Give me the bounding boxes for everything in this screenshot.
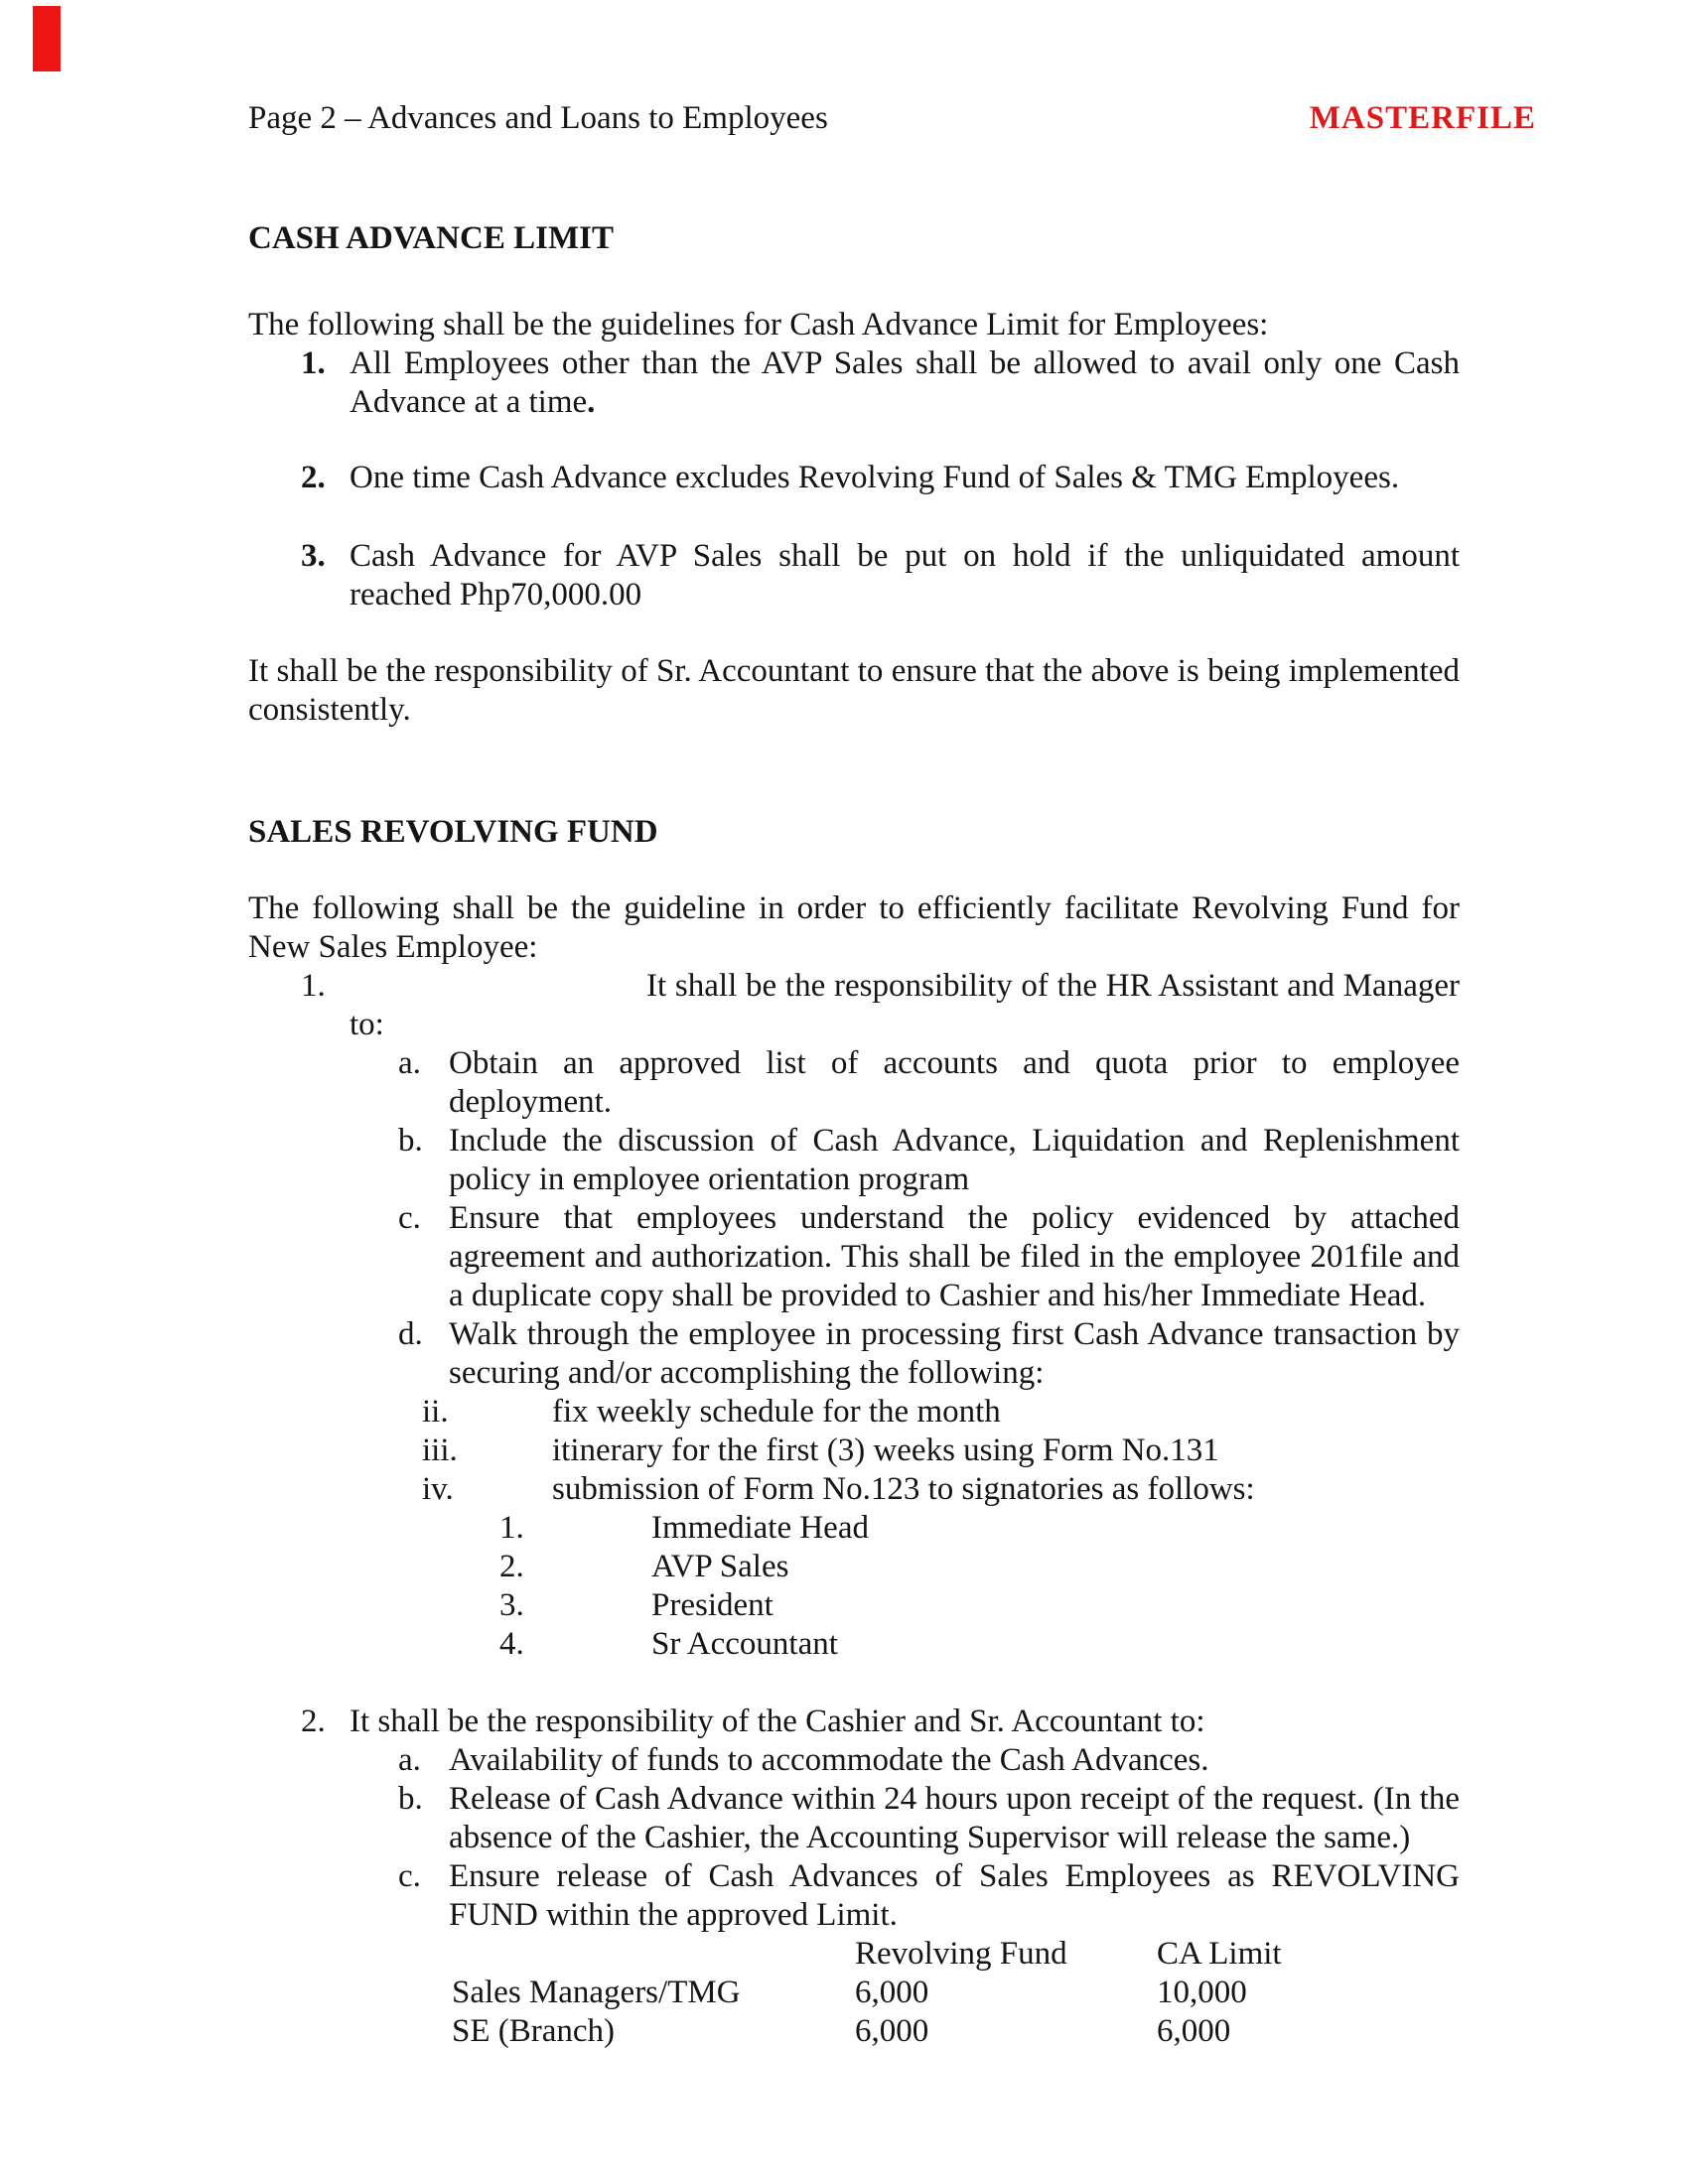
list-marker: 1.	[301, 968, 326, 1004]
list-text: It shall be the responsibility of the Cashier and Sr. Accountant to:	[350, 1704, 1205, 1739]
red-corner-stamp	[33, 6, 61, 71]
list-marker: 4.	[499, 1626, 524, 1662]
table-cell-label: Sales Managers/TMG	[452, 1975, 741, 2010]
srf-item-2b	[398, 1780, 1460, 1857]
masterfile-stamp: MASTERFILE	[1309, 100, 1536, 136]
list-text: President	[651, 1587, 774, 1623]
list-text: All Employees other than the AVP Sales shall be allowed to avail only one Cash Advance at a time	[350, 345, 1460, 420]
list-text: Walk through the employee in processing first Cash Advance transaction by securing and/or accomplishing the following:	[449, 1316, 1460, 1391]
list-text: Obtain an approved list of accounts and quota prior to employee deployment.	[449, 1045, 1460, 1120]
list-marker: 3.	[301, 538, 326, 574]
list-marker: b.	[398, 1123, 423, 1159]
list-text: itinerary for the first (3) weeks using Form No.131	[552, 1433, 1219, 1468]
list-marker: 2.	[499, 1549, 524, 1584]
table-cell-ca-limit: 6,000	[1157, 2013, 1231, 2049]
list-marker: 3.	[499, 1587, 524, 1623]
srf-item-1b	[398, 1122, 1460, 1199]
list-text: One time Cash Advance excludes Revolving Fund of Sales & TMG Employees.	[350, 460, 1400, 495]
srf-item-1a	[398, 1044, 1460, 1122]
list-marker: 1.	[499, 1510, 524, 1546]
list-marker: 2.	[301, 1704, 326, 1739]
srf-item-1d	[398, 1315, 1460, 1393]
list-text: Immediate Head	[651, 1510, 869, 1546]
list-text: AVP Sales	[651, 1549, 789, 1584]
list-text: Include the discussion of Cash Advance, Liquidation and Replenishment policy in employee orientation program	[449, 1123, 1460, 1197]
page-header	[0, 0, 1688, 138]
list-text: Sr Accountant	[651, 1626, 838, 1662]
list-marker: 1.	[301, 345, 326, 381]
signatory-3	[499, 1586, 1460, 1625]
list-text: submission of Form No.123 to signatories as follows:	[552, 1471, 1255, 1507]
list-text: Release of Cash Advance within 24 hours upon receipt of the request. (In the absence of the Cashier, the Accounting Supervisor will release the same.)	[449, 1781, 1460, 1855]
list-marker: a.	[398, 1045, 421, 1081]
table-cell-revolving-fund: 6,000	[855, 2013, 929, 2049]
list-text: It shall be the responsibility of the HR Assistant and Manager to:	[350, 968, 1460, 1042]
table-header-revolving-fund: Revolving Fund	[855, 1936, 1067, 1972]
list-marker: b.	[398, 1781, 423, 1817]
signatory-4	[499, 1625, 1460, 1664]
cash-advance-item-3	[301, 537, 1460, 614]
srf-roman-ii	[422, 1393, 1460, 1432]
srf-item-2a	[398, 1741, 1460, 1780]
cash-advance-intro: The following shall be the guidelines for Cash Advance Limit for Employees:	[248, 307, 1269, 342]
table-header-ca-limit: CA Limit	[1157, 1936, 1282, 1972]
list-marker: c.	[398, 1858, 421, 1894]
list-text: Cash Advance for AVP Sales shall be put on hold if the unliquidated amount reached Php70,000.00	[350, 538, 1460, 613]
sales-revolving-fund-intro: The following shall be the guideline in order to efficiently facilitate Revolving Fund for New Sales Employee:	[248, 890, 1460, 965]
list-marker: d.	[398, 1316, 423, 1352]
table-cell-label: SE (Branch)	[452, 2013, 616, 2049]
list-marker: iii.	[422, 1433, 458, 1468]
list-marker: 2.	[301, 460, 326, 495]
srf-item-2	[301, 1703, 1460, 1741]
list-marker: c.	[398, 1200, 421, 1236]
cash-advance-item-2	[301, 459, 1460, 497]
list-marker: iv.	[422, 1471, 454, 1507]
cash-advance-item-1	[301, 344, 1460, 422]
revolving-fund-table	[248, 1935, 1460, 2051]
bold-period: .	[587, 384, 596, 420]
cash-advance-limit-heading: CASH ADVANCE LIMIT	[248, 220, 614, 256]
list-marker: ii.	[422, 1394, 449, 1430]
table-row	[248, 1974, 1460, 2012]
list-text: Availability of funds to accommodate the Cash Advances.	[449, 1742, 1209, 1778]
cash-advance-closing: It shall be the responsibility of Sr. Accountant to ensure that the above is being implemented consistently.	[248, 653, 1460, 728]
signatory-2	[499, 1548, 1460, 1586]
table-header-row	[248, 1935, 1460, 1974]
list-text: fix weekly schedule for the month	[552, 1394, 1001, 1430]
srf-item-1c	[398, 1199, 1460, 1315]
sales-revolving-fund-heading: SALES REVOLVING FUND	[248, 814, 658, 850]
table-cell-revolving-fund: 6,000	[855, 1975, 929, 2010]
list-text: Ensure that employees understand the policy evidenced by attached agreement and authorization. This shall be filed in the employee 201file and a duplicate copy shall be provided to Cashier and his/her Immediate Head.	[449, 1200, 1460, 1313]
srf-roman-iv	[422, 1470, 1460, 1509]
list-marker: a.	[398, 1742, 421, 1778]
srf-item-1	[301, 967, 1460, 1044]
srf-item-2c	[398, 1857, 1460, 1935]
table-row	[248, 2012, 1460, 2051]
page-header-title: Page 2 – Advances and Loans to Employees	[248, 100, 828, 136]
document-body	[0, 219, 1688, 2051]
table-cell-ca-limit: 10,000	[1157, 1975, 1247, 2010]
srf-roman-iii	[422, 1432, 1460, 1470]
signatory-1	[499, 1509, 1460, 1548]
list-text: Ensure release of Cash Advances of Sales Employees as REVOLVING FUND within the approved Limit.	[449, 1858, 1460, 1933]
